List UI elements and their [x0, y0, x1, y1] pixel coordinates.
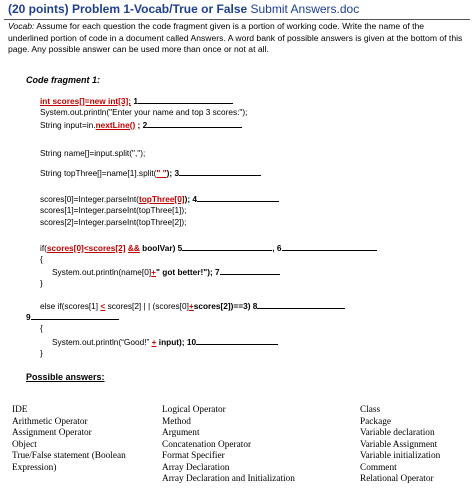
answer-item: Variable Assignment [360, 439, 438, 450]
answer-blank-7 [220, 266, 280, 275]
document-title [8, 2, 359, 16]
code-text: String input=in. [40, 120, 96, 130]
code-text: System.out.println(“Good!” [52, 337, 152, 347]
code-line-15: { [40, 323, 43, 333]
instructions-text: Assume for each question the code fragment given is a portion of working code. Write the name of the underlined portion of code in a document called Answers. A word bank of possible answers is given at the bottom of this page. Any possible answer can be used more than once or not at all. [8, 21, 463, 54]
answer-item: Variable initialization [360, 451, 441, 461]
blank-number-10: input); 10 [156, 337, 197, 347]
answer-item: Class [360, 405, 381, 415]
blank-number-8: scores[2])==3) 8 [193, 301, 258, 311]
answer-blank-2 [147, 119, 242, 128]
underlined-code-10: + [151, 337, 157, 347]
code-line-7: scores[1]=Integer.parseInt(topThree[1]); [40, 205, 187, 215]
code-line-9 [40, 242, 377, 254]
blank-number-6: , 6 [272, 243, 282, 253]
title-rest: Submit Answers.doc [247, 2, 360, 16]
answers-column-1 [12, 405, 126, 474]
answer-item: IDE [12, 405, 28, 415]
answer-item: Method [162, 416, 191, 427]
code-text: scores[0]=Integer.parseInt( [40, 194, 139, 204]
code-text: else if(scores[1] [40, 301, 101, 311]
code-line-14 [26, 311, 119, 323]
answer-blank-1 [138, 95, 233, 104]
underlined-code-9: + [188, 301, 194, 311]
answer-item: Array Declaration and Initialization [162, 474, 295, 484]
answer-blank-3 [179, 167, 261, 176]
answer-item: Logical Operator [162, 405, 226, 415]
underlined-code-6: && [127, 243, 140, 253]
code-line-5 [40, 167, 261, 179]
blank-number-9: 9 [26, 312, 31, 322]
answer-blank-6 [282, 242, 377, 251]
instructions-label: Vocab: [8, 21, 35, 31]
code-line-16 [52, 336, 278, 348]
answer-item: Relational Operator [360, 474, 434, 484]
underlined-code-7: + [151, 267, 157, 277]
code-text: System.out.println(name[0] [52, 267, 152, 277]
underlined-code-5: scores[0]<scores[2] [46, 243, 126, 253]
answer-item: Expression) [12, 462, 57, 473]
blank-number-4: ); 4 [184, 194, 198, 204]
answer-item: Concatenation Operator [162, 439, 252, 450]
underlined-code-1: int scores[]=new int[3]; [40, 96, 132, 106]
answer-blank-8 [257, 300, 345, 309]
code-line-12: } [40, 278, 43, 288]
code-text: scores[2] | | (scores[0] [105, 301, 189, 311]
title-bold: (20 points) Problem 1-Vocab/True or False [8, 2, 248, 16]
blank-number-7: " got better!"); 7 [156, 267, 220, 277]
answer-item: Arithmetic Operator [12, 416, 88, 427]
underlined-code-2: nextLine() [95, 120, 136, 130]
answer-item: Comment [360, 462, 397, 473]
blank-number-5: boolVar) 5 [139, 243, 183, 253]
instructions [8, 21, 464, 56]
answers-column-3 [360, 405, 440, 486]
underlined-code-8: < [100, 301, 106, 311]
code-text: String topThree[]=name[1].split( [40, 168, 157, 178]
answer-blank-10 [196, 336, 278, 345]
answers-column-2 [162, 405, 295, 486]
code-line-2: System.out.println("Enter your name and top 3 scores:"); [40, 107, 248, 117]
code-line-11 [52, 266, 280, 278]
underlined-code-3: " " [156, 168, 167, 178]
code-line-6 [40, 193, 279, 205]
code-line-3 [40, 119, 242, 131]
code-text: if( [40, 243, 47, 253]
answer-item: Variable declaration [360, 428, 435, 438]
answer-item: Array Declaration [162, 462, 230, 473]
code-line-4: String name[]=input.split(","); [40, 148, 146, 158]
possible-answers-title: Possible answers: [26, 372, 105, 382]
answer-item: True/False statement (Boolean [12, 451, 126, 461]
underlined-code-4: topThree[0] [138, 194, 185, 204]
answer-item: Argument [162, 428, 200, 438]
blank-number-1: 1 [133, 96, 138, 106]
answer-item: Assignment Operator [12, 428, 92, 438]
answer-item: Format Specifier [162, 451, 225, 461]
fragment-title: Code fragment 1: [26, 75, 101, 85]
answer-blank-5 [182, 242, 272, 251]
title-divider [4, 19, 470, 20]
code-line-10: { [40, 254, 43, 264]
code-line-1 [40, 95, 233, 107]
code-line-8: scores[2]=Integer.parseInt(topThree[2]); [40, 217, 187, 227]
answer-item: Object [12, 439, 37, 450]
answer-blank-4 [197, 193, 279, 202]
code-line-17: } [40, 348, 43, 358]
blank-number-2: ; 2 [135, 120, 148, 130]
answer-item: Package [360, 416, 391, 427]
answer-blank-9 [31, 311, 119, 320]
blank-number-3: ); 3 [166, 168, 180, 178]
